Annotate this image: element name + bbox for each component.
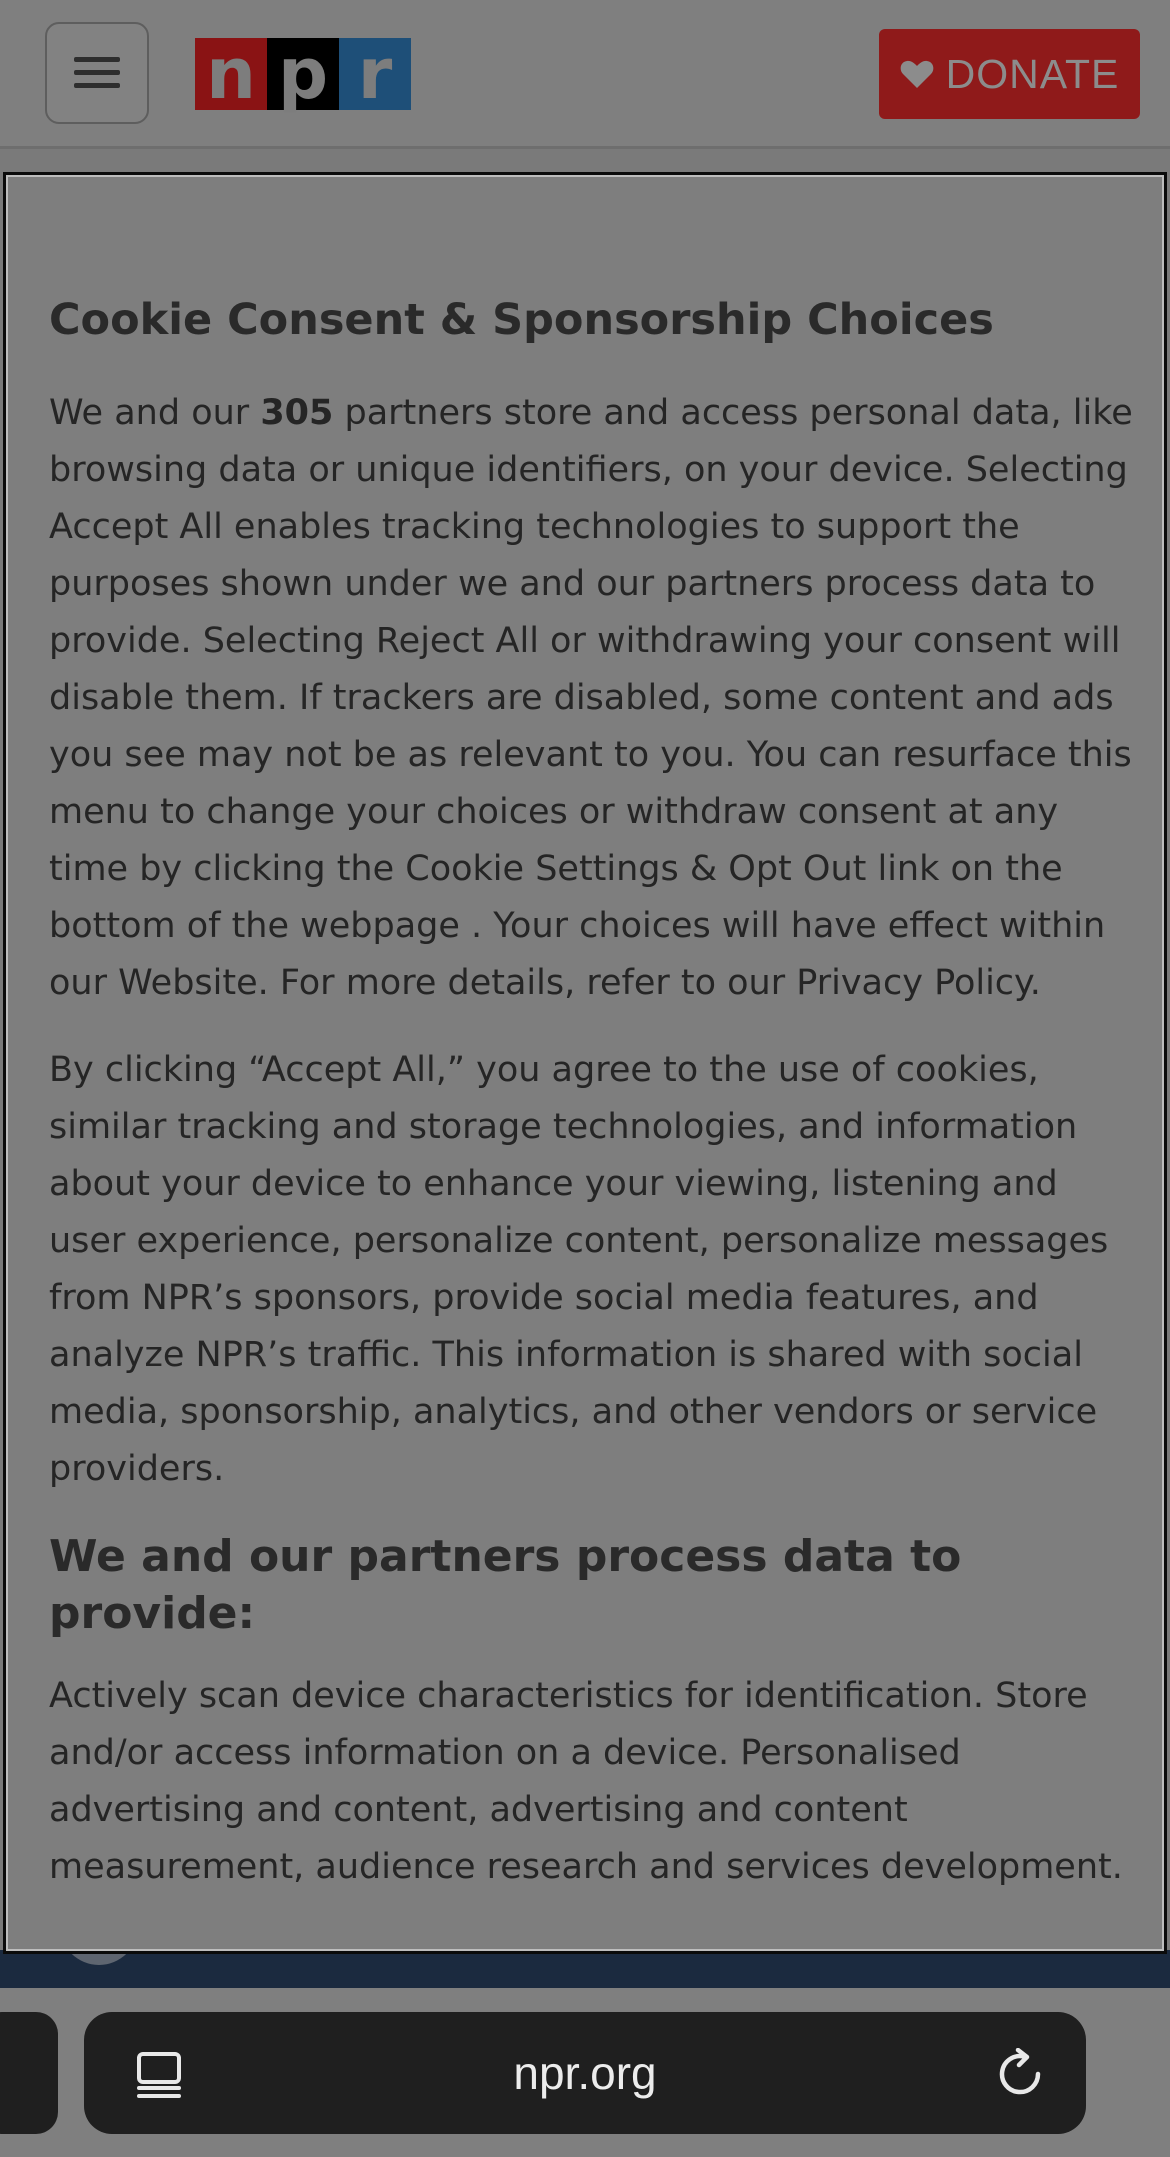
partner-count: 305 [260,392,334,433]
donate-button[interactable] [879,29,1140,119]
consent-paragraph-1 [49,385,1139,1012]
dialog-content [49,295,1139,1926]
cookie-consent-dialog[interactable] [3,172,1167,1954]
menu-button[interactable] [45,22,149,124]
purposes-text: Actively scan device characteristics for identification. Store and/or access information on a device. Personalised advertising and content, advertising and content measurement, audience research and services development. [49,1675,1123,1887]
para1-prefix: We and our [49,392,261,433]
logo-letter-p: p [267,38,339,110]
logo-letter-r: r [339,38,411,110]
reload-icon[interactable] [994,2048,1046,2100]
address-bar[interactable] [84,2012,1086,2134]
logo-letter-n: n [195,38,267,110]
browser-toolbar [0,1988,1170,2157]
para1-suffix: partners store and access personal data, like browsing data or unique identifiers, on your device. Selecting Accept All enables tracking technologies to support the purposes shown under we and our partners process data to provide. Selecting Reject All or withdrawing your consent will disable them. If trackers are disabled, some content and ads you see may not be as relevant to you. You can resurface this menu to change your choices or withdraw consent at any time by clicking the Cookie Settings & Opt Out link on the bottom of the webpage . Your choices will have effect within our Website. For more details, refer to our Privacy Policy. [49,392,1133,1003]
donate-label: DONATE [945,50,1120,97]
previous-tab-preview[interactable] [0,2012,58,2134]
npr-logo[interactable] [195,33,411,115]
url-text[interactable]: npr.org [513,2047,657,2099]
heart-icon [900,59,934,89]
reader-icon[interactable] [136,2051,182,2099]
purposes-heading: We and our partners process data to provide: [49,1530,962,1639]
consent-paragraph-2: By clicking “Accept All,” you agree to the use of cookies, similar tracking and storage technologies, and information about your device to enhance your viewing, listening and user experience, personalize content, personalize messages from NPR’s sponsors, provide social media features, and analyze NPR’s traffic. This information is shared with social media, sponsorship, analytics, and other vendors or service providers. [49,1049,1109,1489]
dialog-title: Cookie Consent & Sponsorship Choices [49,295,994,345]
site-header [0,0,1170,149]
hamburger-icon [74,55,120,91]
page-background-band [0,1950,1170,1988]
